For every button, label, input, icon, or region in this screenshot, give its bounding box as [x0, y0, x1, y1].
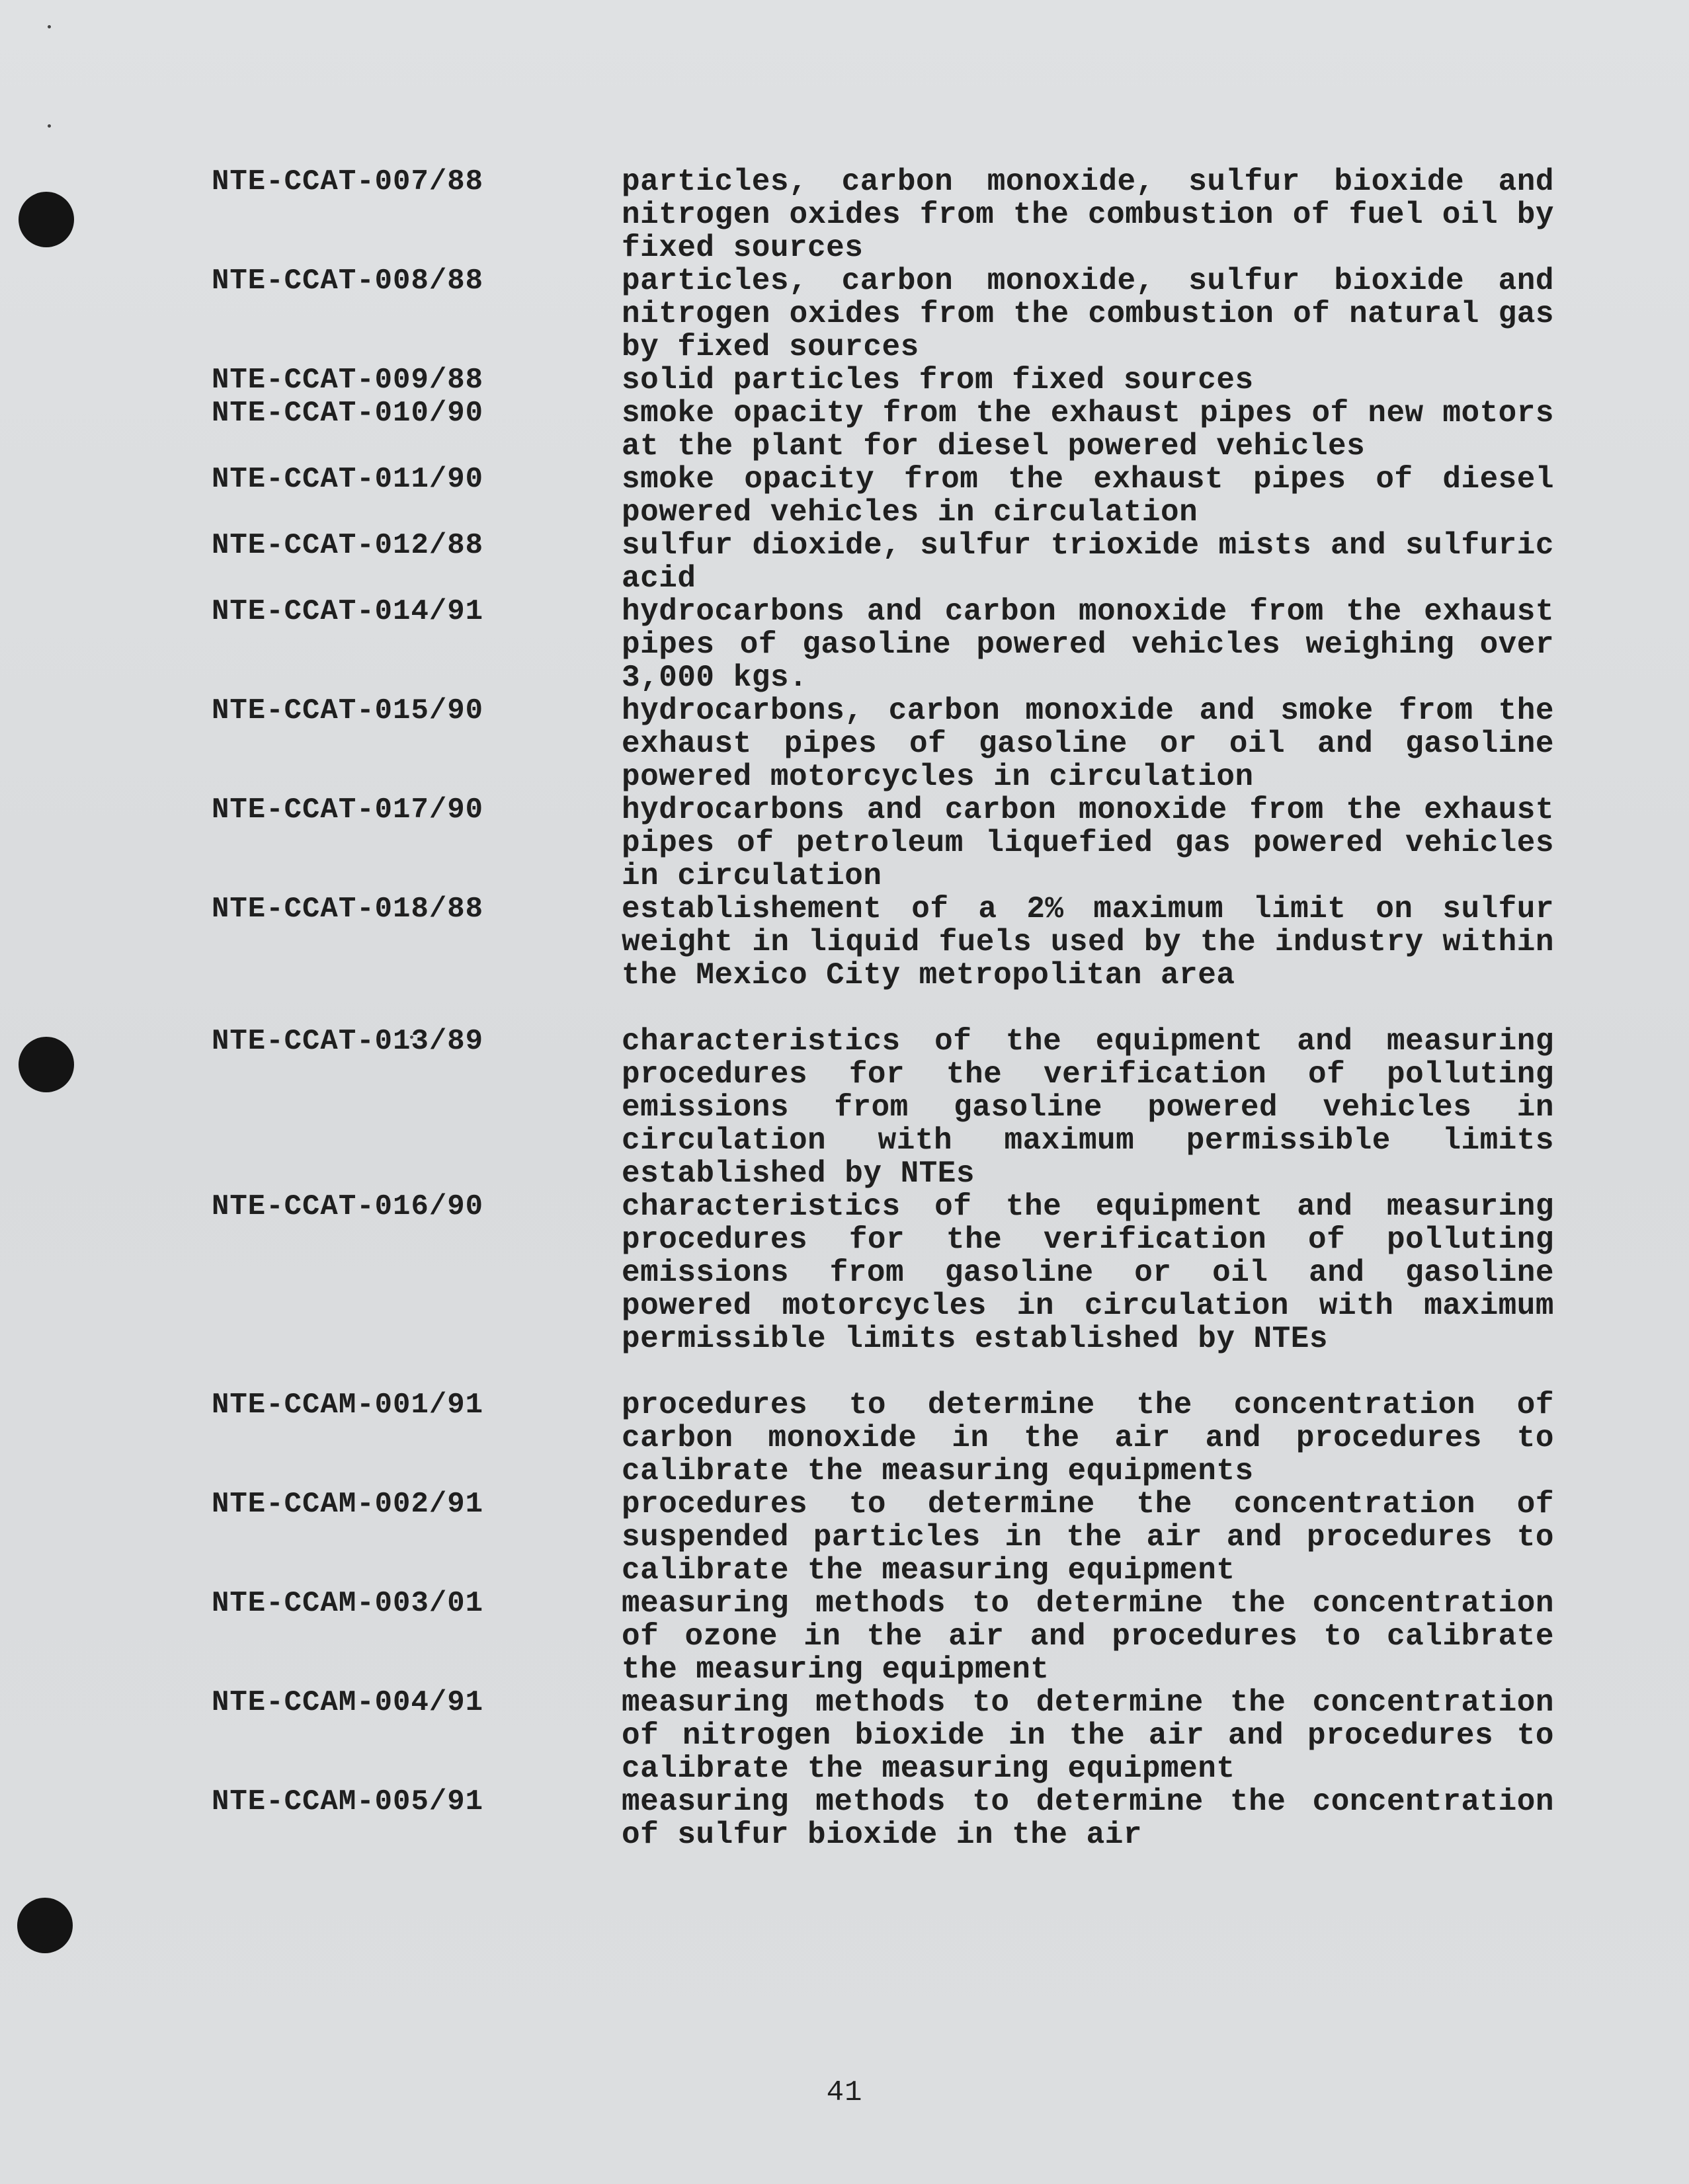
standard-code: NTE-CCAT-013/89 [212, 1025, 484, 1058]
standard-entry [212, 397, 1554, 463]
standard-code: NTE-CCAT-015/90 [212, 694, 484, 727]
standard-description: procedures to determine the concentration of carbon monoxide in the air and procedures to calibrate the measuring equipments [622, 1388, 1554, 1488]
section-gap [212, 1355, 1554, 1389]
section-gap [212, 992, 1554, 1025]
standards-list [212, 165, 1554, 1851]
standard-entry [212, 893, 1554, 992]
standard-code: NTE-CCAT-014/91 [212, 595, 484, 628]
standard-entry [212, 1389, 1554, 1488]
standard-entry [212, 1488, 1554, 1587]
standard-code: NTE-CCAT-010/90 [212, 397, 484, 430]
standard-entry [212, 793, 1554, 893]
punch-hole-bottom [17, 1898, 73, 1953]
standard-description: characteristics of the equipment and measuring procedures for the verification of polluting emissions from gasoline or oil and gasoline powered motorcycles in circulation with maximum permissible limits established by NTEs [622, 1190, 1554, 1356]
standard-code: NTE-CCAT-011/90 [212, 463, 484, 496]
punch-hole-middle [19, 1037, 74, 1092]
standard-entry [212, 1025, 1554, 1190]
standard-description: particles, carbon monoxide, sulfur bioxide and nitrogen oxides from the combustion of fuel oil by fixed sources [622, 165, 1554, 265]
standard-description: smoke opacity from the exhaust pipes of new motors at the plant for diesel powered vehicles [622, 396, 1554, 464]
standard-description: measuring methods to determine the concentration of sulfur bioxide in the air [622, 1785, 1554, 1852]
standard-entry [212, 1190, 1554, 1355]
standard-description: measuring methods to determine the concentration of nitrogen bioxide in the air and procedures to calibrate the measuring equipment [622, 1685, 1554, 1786]
standard-description: smoke opacity from the exhaust pipes of diesel powered vehicles in circulation [622, 462, 1554, 530]
standard-code: NTE-CCAT-018/88 [212, 893, 484, 926]
standard-description: procedures to determine the concentration of suspended particles in the air and procedures to calibrate the measuring equipment [622, 1487, 1554, 1588]
standard-entry [212, 364, 1554, 397]
standard-entry [212, 1785, 1554, 1851]
standard-description: solid particles from fixed sources [622, 363, 1254, 397]
scan-speck [48, 25, 51, 28]
standard-code: NTE-CCAM-001/91 [212, 1389, 484, 1422]
standard-description: establishement of a 2% maximum limit on sulfur weight in liquid fuels used by the industry within the Mexico City metropolitan area [622, 892, 1554, 992]
standard-entry [212, 529, 1554, 595]
standard-code: NTE-CCAM-005/91 [212, 1785, 484, 1818]
standard-description: hydrocarbons and carbon monoxide from the exhaust pipes of gasoline powered vehicles weighing over 3,000 kgs. [622, 594, 1554, 695]
page-number: 41 [826, 2076, 863, 2109]
standard-entry [212, 264, 1554, 364]
standard-code: NTE-CCAM-003/01 [212, 1587, 484, 1620]
scan-speck [48, 124, 51, 128]
standard-code: NTE-CCAT-016/90 [212, 1190, 484, 1223]
standard-entry [212, 463, 1554, 529]
standard-description: characteristics of the equipment and measuring procedures for the verification of polluting emissions from gasoline powered vehicles in circulation with maximum permissible limits established by NTEs [622, 1024, 1554, 1191]
standard-entry [212, 595, 1554, 694]
standard-description: hydrocarbons, carbon monoxide and smoke from the exhaust pipes of gasoline or oil and gasoline powered motorcycles in circulation [622, 694, 1554, 794]
standard-description: hydrocarbons and carbon monoxide from the exhaust pipes of petroleum liquefied gas powered vehicles in circulation [622, 793, 1554, 893]
standard-code: NTE-CCAT-017/90 [212, 793, 484, 827]
standard-entry [212, 165, 1554, 264]
standard-description: particles, carbon monoxide, sulfur bioxide and nitrogen oxides from the combustion of natural gas by fixed sources [622, 264, 1554, 364]
standard-code: NTE-CCAT-008/88 [212, 264, 484, 298]
standard-entry [212, 1587, 1554, 1686]
standard-code: NTE-CCAT-012/88 [212, 529, 484, 562]
standard-description: sulfur dioxide, sulfur trioxide mists and sulfuric acid [622, 528, 1554, 596]
punch-hole-top [19, 192, 74, 247]
standard-code: NTE-CCAM-004/91 [212, 1686, 484, 1719]
standard-description: measuring methods to determine the concentration of ozone in the air and procedures to calibrate the measuring equipment [622, 1586, 1554, 1687]
standard-code: NTE-CCAT-009/88 [212, 364, 484, 397]
standard-code: NTE-CCAM-002/91 [212, 1488, 484, 1521]
standard-entry [212, 694, 1554, 793]
standard-entry [212, 1686, 1554, 1785]
standard-code: NTE-CCAT-007/88 [212, 165, 484, 198]
